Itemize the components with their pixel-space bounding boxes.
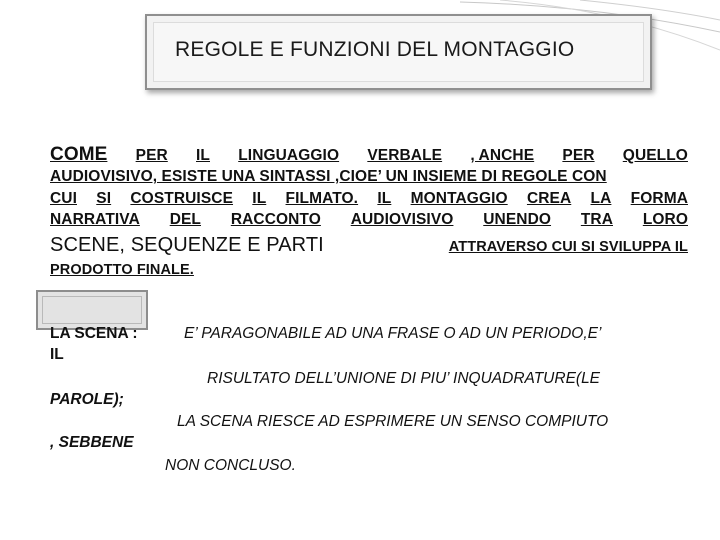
paragraph-word: LA — [590, 190, 612, 207]
paragraph-line-1 — [50, 144, 688, 166]
scene-text-5: , SEBBENE — [50, 434, 134, 451]
paragraph-word: TRA — [580, 211, 613, 228]
paragraph-word: NARRATIVA — [50, 211, 140, 228]
scene-label: LA SCENA : — [50, 325, 138, 342]
paragraph-word: ATTRAVERSO CUI SI SVILUPPA IL — [448, 239, 688, 255]
paragraph-word: FORMA — [630, 190, 688, 207]
paragraph-word: COSTRUISCE — [130, 190, 234, 207]
scene-text-1: E’ PARAGONABILE AD UNA FRASE O AD UN PERIODO,E’ — [184, 325, 602, 342]
scene-text-4: LA SCENA RIESCE AD ESPRIMERE UN SENSO COMPIUTO — [177, 413, 609, 430]
paragraph-word: QUELLO — [622, 147, 688, 164]
paragraph-word: VERBALE — [367, 147, 443, 164]
paragraph-line-5 — [50, 234, 688, 257]
paragraph-word: IL — [196, 147, 210, 164]
paragraph-word: SI — [96, 190, 112, 207]
paragraph-word: , ANCHE — [470, 147, 535, 164]
paragraph-line-4 — [50, 211, 688, 229]
paragraph-word: PER — [562, 147, 595, 164]
paragraph-word: RACCONTO — [230, 211, 321, 228]
scene-text-3: PAROLE); — [50, 391, 124, 408]
paragraph-word: CREA — [526, 190, 572, 207]
scene-label-box-inner — [42, 296, 142, 324]
scene-text-2: RISULTATO DELL’UNIONE DI PIU’ INQUADRATURE(LE — [207, 370, 601, 387]
paragraph-word: COME — [50, 144, 108, 165]
scene-label-box — [36, 290, 148, 330]
paragraph-word: LINGUAGGIO — [238, 147, 340, 164]
paragraph-word: PER — [135, 147, 168, 164]
paragraph-word: UNENDO — [483, 211, 552, 228]
paragraph-line-6: PRODOTTO FINALE. — [50, 262, 194, 278]
paragraph-word: FILMATO. — [285, 190, 359, 207]
paragraph-word: IL — [252, 190, 267, 207]
paragraph-word: MONTAGGIO — [410, 190, 508, 207]
scene-text-6: NON CONCLUSO. — [165, 457, 296, 474]
scene-label-continued: IL — [50, 346, 64, 363]
paragraph-word: IL — [377, 190, 392, 207]
paragraph-highlight: SCENE, SEQUENZE E PARTI — [50, 234, 324, 256]
paragraph-line-2: AUDIOVISIVO, ESISTE UNA SINTASSI ,CIOE’ UN INSIEME DI REGOLE CON — [50, 168, 607, 185]
paragraph-word: LORO — [642, 211, 688, 228]
paragraph-word: DEL — [169, 211, 201, 228]
paragraph-word: CUI — [50, 190, 77, 207]
paragraph-word: AUDIOVISIVO — [350, 211, 454, 228]
paragraph-line-3 — [50, 190, 688, 208]
slide-title: REGOLE E FUNZIONI DEL MONTAGGIO — [175, 38, 575, 61]
